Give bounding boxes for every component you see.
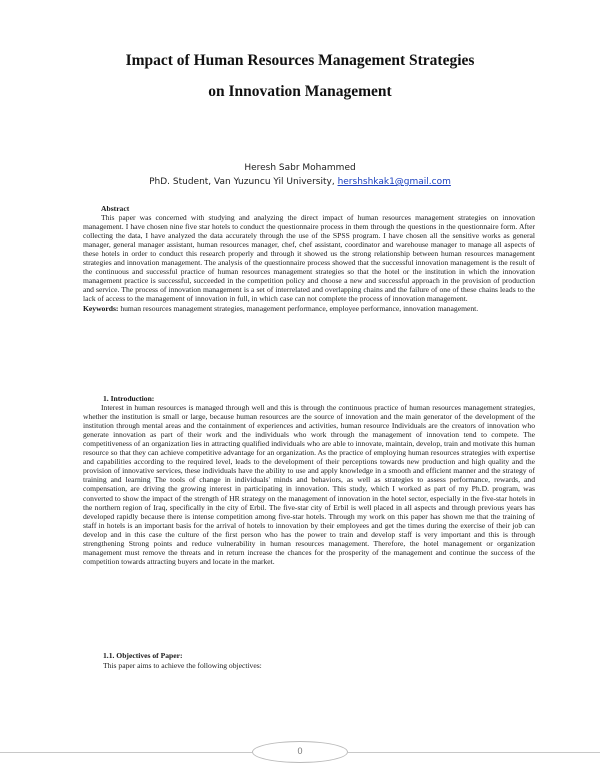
keywords-paragraph (83, 304, 535, 313)
author-email-link[interactable]: hershshkak1@gmail.com (337, 177, 451, 187)
abstract-body: This paper was concerned with studying and analyzing the direct impact of human resources management strategies on innovation management. I have chosen nine five star hotels to conduct the questionnaire process in them through the questions in the questionnaire form. After collecting the data, I have analyzed the data accurately through the use of the SPSS program. I have chosen all the sensitive works as general manager, general manager assistant, human resources manager, chef, chef assistant, coordinator and warehouse manager to manage all aspects of these hotels in order to conduct this research properly and through it showed us the strong relationship between human resources management strategies and innovation management. The analysis of the questionnaire process showed that the successful innovation management is the result of the continuous and successful practice of human resources management strategies so that the hotel or the institution in which the innovation management practice is successful, succeeded in the competition policy and choose a new and successful approach in the provision of production and service. The process of innovation management is a set of interrelated and overlapping chains and the failure of one of these chains leads to the lack of access to the management of innovation in full, in which case can not complete the process of innovation management. (83, 213, 535, 304)
objectives-intro-text: This paper aims to achieve the following objectives: (103, 661, 262, 670)
author-affiliation (60, 177, 540, 187)
abstract-heading: Abstract (101, 204, 130, 213)
objectives-heading: 1.1. Objectives of Paper: (103, 651, 183, 660)
author-name: Heresh Sabr Mohammed (244, 163, 356, 173)
footer-rule-right (348, 752, 600, 753)
keywords-label: Keywords: (83, 303, 119, 313)
footer-rule-left (0, 752, 252, 753)
affiliation-text: PhD. Student, Van Yuzuncu Yil University, (149, 177, 335, 187)
paper-title-line-2: on Innovation Management (208, 83, 392, 100)
keywords-text: human resources management strategies, management performance, employee performance, innovation management. (118, 303, 479, 313)
introduction-section (83, 394, 535, 566)
paper-title-line-1: Impact of Human Resources Management Strategies (125, 52, 475, 69)
introduction-body: Interest in human resources is managed through well and this is through the continuous practice of human resources management strategies, whether the institution is small or large, because human resources are the source of innovation and the main generator of the development of the institution through mental areas and the containment of experiences and activities, human resource Individuals are the creators of innovation who generate innovation as part of their work and the individuals who work through the management of innovation tend to compete. The competitiveness of an organization lies in attracting qualified individuals who are able to innovate, maintain, develop, train and motivate this human resource so that they can achieve competitive advantage for an organization. As the practice of employing human resources strategies with expertise and capabilities according to the required level, leads to the development of their perceptions towards new production and high quality and the provision of innovative services, these individuals have the ability to use and apply knowledge in a smooth and efficient manner and the strategy of training and learning The tools of change in individuals' minds and behaviors, as well as strategies to assess performance, rewards, and compensation, are driving the growing interest in participating in innovation. This study, which I worked as part of my Ph.D. program, was converted to show the impact of the strength of HR strategy on the management of innovation in the hotel sector, especially in the five-star hotels in the northern region of Iraq, specifically in the city of Erbil. The five-star city of Erbil is well placed in all aspects and through previous years has developed rapidly because there is intense competition among five-star hotels. Through my work on this paper has shown me that the training of staff in hotels is an important basis for the arrival of hotels to innovation by their employees and get the times during the exercise of their job can develop and in this case the culture of the first person who has the power to train and develop staff is very important and this is through strengthening Strong points and reduce vulnerability in human resources management. Therefore, the hotel management or organization management must remove the threats and in return increase the chances for the prosperity of the management and continue the success of the competition towards attracting buyers and locate in the market. (83, 403, 535, 566)
page-number: 0 (297, 746, 303, 756)
introduction-heading: 1. Introduction: (103, 394, 155, 403)
abstract-section (83, 204, 535, 313)
